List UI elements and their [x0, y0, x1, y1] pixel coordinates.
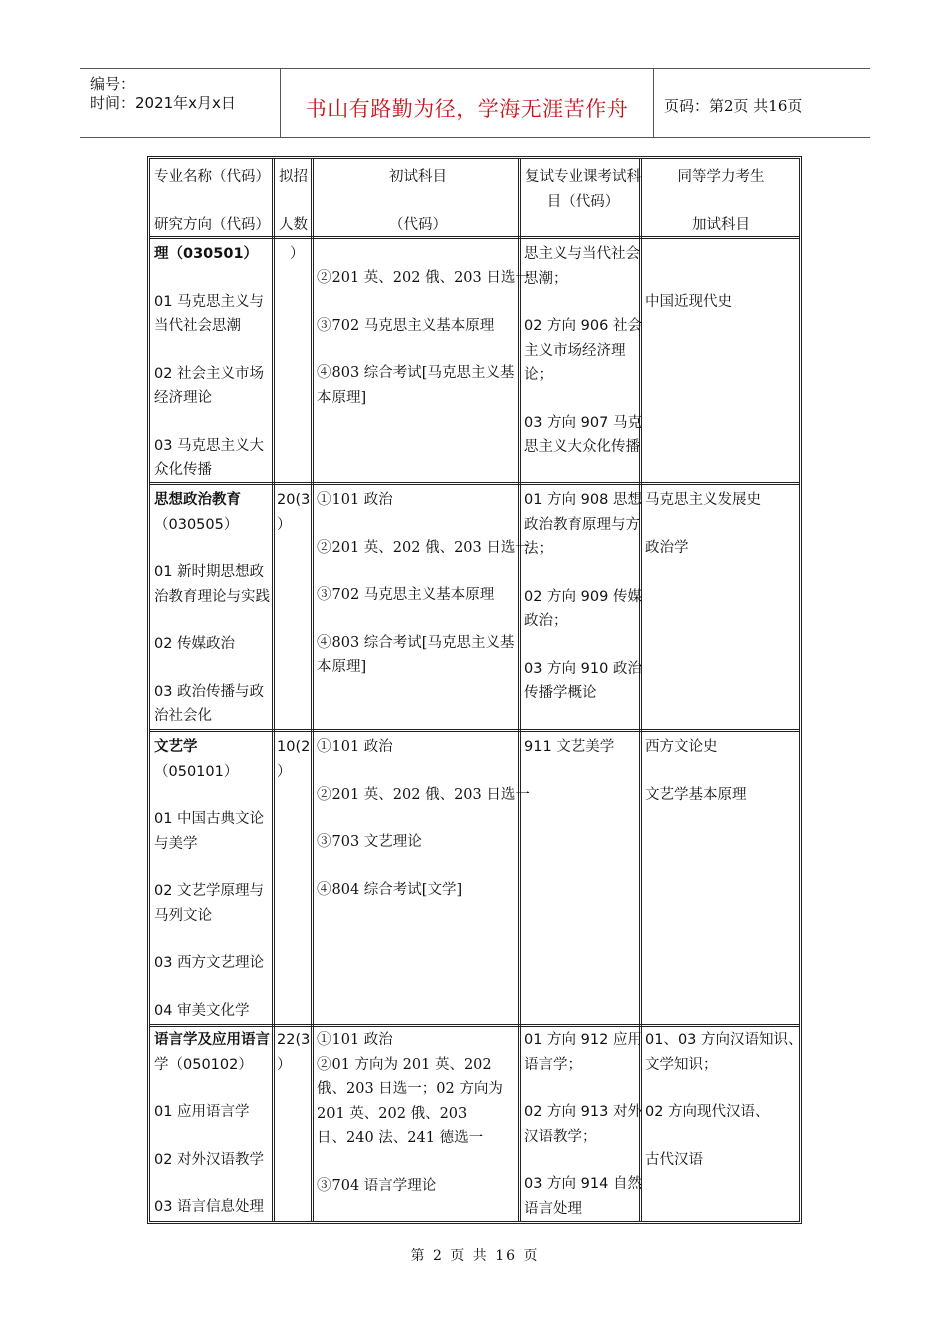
row2-extra: 马克思主义发展史 政治学 — [645, 492, 761, 556]
row3-quota: 10(2 ） — [277, 739, 311, 780]
header-page-cell — [654, 69, 870, 137]
column-divider — [272, 159, 275, 1221]
row1-major: 理（030501） 01 马克思主义与 当代社会思潮 02 社会主义市场 经济理论 03 马克思主义大 众化传播 — [154, 246, 265, 478]
header-meta — [80, 69, 281, 137]
row2-quota: 20(3 ） — [277, 492, 311, 533]
row1-retest: 思主义与当代社会 思潮； 02 方向 906 社会 主义市场经济理 论； 03 方向 907 马克 思主义大众化传播 — [524, 246, 642, 455]
admission-table — [147, 156, 802, 1224]
header-retest: 复试专业课考试科 目（代码） — [525, 169, 641, 210]
row4-retest: 01 方向 912 应用 语言学； 02 方向 913 对外 汉语教学； 03 方向 914 自然 语言处理 — [524, 1032, 642, 1217]
header-motto-cell — [281, 69, 654, 137]
header-exams: 初试科目 （代码） — [389, 169, 447, 233]
number-label: 编号： — [90, 75, 136, 93]
page-header — [80, 68, 870, 138]
row3-extra: 西方文论史 文艺学基本原理 — [645, 739, 747, 803]
row3-major: 文艺学 （050101） 01 中国古典文论 与美学 02 文艺学原理与 马列文论 03 西方文艺理论 04 审美文化学 — [154, 739, 265, 1019]
row1-extra: 中国近现代史 — [645, 294, 732, 310]
page-info: 页码：第2页 共16页 — [664, 97, 803, 115]
motto: 书山有路勤为径，学海无涯苦作舟 — [305, 97, 629, 121]
row-divider — [150, 1024, 799, 1027]
column-divider — [311, 159, 314, 1221]
row4-exams: ①101 政治 ②01 方向为 201 英、202 俄、203 日选一；02 方向为 201 英、202 俄、203 日、240 法、241 德选一 ③704 语言学理论 — [317, 1032, 503, 1194]
row4-major: 语言学及应用语言 学（050102） 01 应用语言学 02 对外汉语教学 03 语言信息处理 — [154, 1032, 270, 1215]
row1-quota: ） — [290, 246, 305, 262]
row3-retest: 911 文艺美学 — [524, 739, 615, 755]
row2-exams: ①101 政治 ②201 英、202 俄、203 日选一 ③702 马克思主义基本原理 ④803 综合考试[马克思主义基 本原理] — [317, 492, 530, 675]
time-label: 时间：2021年x月x日 — [90, 94, 236, 112]
row4-extra: 01、03 方向汉语知识、 文学知识； 02 方向现代汉语、 古代汉语 — [645, 1032, 803, 1168]
row2-retest: 01 方向 908 思想 政治教育原理与方 法； 02 方向 909 传媒 政治； 03 方向 910 政治 传播学概论 — [524, 492, 642, 701]
header-major: 专业名称（代码） 研究方向（代码） — [154, 169, 270, 233]
row2-major: 思想政治教育 （030505） 01 新时期思想政 治教育理论与实践 02 传媒政治 03 政治传播与政 治社会化 — [154, 492, 270, 724]
row3-exams: ①101 政治 ②201 英、202 俄、203 日选一 ③703 文艺理论 ④804 综合考试[文学] — [317, 739, 530, 898]
row1-exams: ②201 英、202 俄、203 日选一 ③702 马克思主义基本原理 ④803 综合考试[马克思主义基 本原理] — [317, 270, 530, 406]
row-divider — [150, 729, 799, 732]
row4-quota: 22(3 ） — [277, 1032, 311, 1073]
header-quota: 拟招 人数 — [279, 169, 308, 233]
header-extra: 同等学力考生 加试科目 — [677, 169, 765, 233]
page-footer: 第 2 页 共 16 页 — [410, 1248, 540, 1264]
